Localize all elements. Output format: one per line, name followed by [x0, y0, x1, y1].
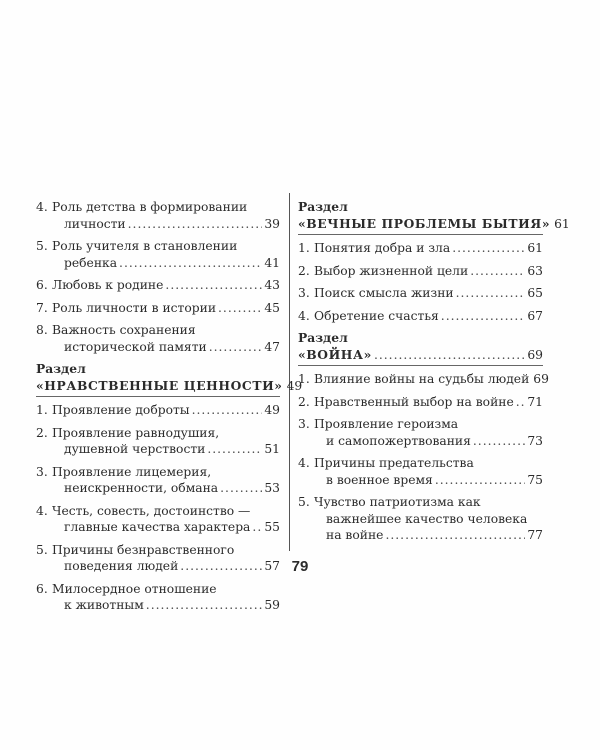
- toc-entry-last-line: [314, 527, 543, 544]
- dot-leader: [252, 519, 262, 536]
- toc-page-number: 67: [527, 308, 543, 323]
- toc-page-number: 57: [264, 559, 280, 573]
- toc-entry-last-line: [314, 433, 543, 450]
- toc-entry-last-line: [52, 300, 280, 317]
- dot-leader: [385, 527, 525, 544]
- toc-page-number: 77: [527, 528, 543, 542]
- toc-page-number: 59: [264, 598, 280, 612]
- dot-leader: [207, 441, 262, 458]
- toc-section-war: [298, 330, 543, 363]
- toc-entry-number: 6.: [36, 581, 48, 596]
- dot-leader: [516, 394, 526, 411]
- toc-page-number: 69: [533, 372, 549, 386]
- toc-entry-number: 5.: [36, 542, 48, 557]
- toc-entry-last-line: [52, 216, 280, 233]
- toc-entry-last-line: [52, 597, 280, 614]
- toc-entry-number: 4.: [298, 456, 310, 470]
- toc-entry-text: Проявление доброты: [52, 403, 190, 417]
- section-title: «ВЕЧНЫЕ ПРОБЛЕМЫ БЫТИЯ»: [298, 215, 551, 231]
- toc-entry-text: ребенка: [64, 255, 118, 270]
- dot-leader: [119, 255, 262, 272]
- toc-page-number: 47: [264, 339, 280, 354]
- dot-leader: [473, 433, 525, 450]
- toc-entry-number: 1.: [298, 241, 310, 255]
- toc-entry-text: Проявление равнодушия,: [52, 425, 220, 440]
- toc-page-number: 75: [527, 472, 543, 487]
- toc-page-number: 71: [527, 394, 543, 409]
- toc-right-column: [298, 199, 570, 550]
- toc-entry-text: Причины безнравственного: [52, 542, 235, 557]
- toc-entry: [36, 199, 280, 232]
- toc-page-number: 63: [527, 263, 543, 278]
- section-rule: [298, 365, 543, 366]
- toc-entry-number: 1.: [36, 403, 48, 417]
- toc-entry-last-line: [314, 308, 543, 325]
- toc-entry: [36, 322, 280, 355]
- dot-leader: [374, 347, 525, 364]
- toc-page-number: 39: [264, 216, 280, 231]
- toc-entry: [298, 494, 543, 544]
- toc-entry-text: Влияние войны на судьбы людей: [314, 372, 530, 386]
- toc-page-number: 61: [554, 216, 570, 231]
- toc-entry: [298, 263, 543, 280]
- toc-entries-continued: [36, 199, 280, 355]
- toc-entry: [298, 416, 543, 449]
- section-heading: Раздел: [298, 330, 348, 345]
- toc-entry-last-line: [52, 480, 280, 497]
- toc-entry-text: важнейшее качество человека: [326, 511, 528, 526]
- toc-entry-last-line: [314, 263, 543, 280]
- toc-entry-last-line: [314, 285, 543, 302]
- toc-entry-text: Роль учителя в становлении: [52, 239, 238, 253]
- toc-entry: [36, 300, 280, 317]
- toc-entry: [298, 394, 543, 411]
- toc-page-number: 53: [264, 481, 280, 495]
- toc-entry-text: к животным: [64, 598, 144, 612]
- toc-entry-number: 6.: [36, 278, 48, 292]
- toc-entry-text: Роль личности в истории: [52, 300, 217, 315]
- toc-page-number: 61: [527, 241, 543, 255]
- toc-section-moral-values: [36, 361, 303, 394]
- dot-leader: [435, 472, 526, 489]
- section-title-line: [298, 215, 570, 233]
- toc-entry-text: Чувство патриотизма как: [314, 495, 481, 509]
- section-title-line: [36, 377, 303, 395]
- toc-entry-number: 8.: [36, 323, 48, 337]
- toc-entry-text: Поиск смысла жизни: [314, 286, 454, 300]
- dot-leader: [452, 240, 525, 257]
- toc-entry-last-line: [314, 371, 549, 388]
- dot-leader: [146, 597, 263, 614]
- toc-entry-text: неискренности, обмана: [64, 481, 219, 495]
- toc-entry-text: поведения людей: [64, 559, 179, 573]
- column-divider: [289, 193, 290, 551]
- toc-entry: [298, 308, 543, 325]
- toc-section-header: [298, 199, 570, 232]
- toc-entry-text: Важность сохранения: [52, 323, 196, 337]
- toc-entry-text: Любовь к родине: [52, 278, 164, 292]
- toc-entry-last-line: [314, 394, 543, 411]
- toc-entry-last-line: [314, 472, 543, 489]
- toc-entry-text: Нравственный выбор на войне: [314, 394, 514, 409]
- toc-entry-last-line: [52, 441, 280, 458]
- dot-leader: [209, 339, 263, 356]
- section-title: «ВОЙНА»: [298, 346, 372, 362]
- toc-entry-text: на войне: [326, 528, 384, 542]
- toc-entry-number: 4.: [36, 503, 48, 518]
- toc-entry-number: 5.: [298, 495, 310, 509]
- dot-leader: [165, 277, 262, 294]
- toc-entry-text: в военное время: [326, 472, 433, 487]
- toc-page-number: 49: [264, 403, 280, 417]
- toc-entry-number: 4.: [36, 200, 48, 214]
- toc-entry-number: 5.: [36, 239, 48, 253]
- section-heading: Раздел: [298, 199, 348, 214]
- toc-entry-text: Выбор жизненной цели: [314, 263, 469, 278]
- toc-entries-moral-values: [36, 402, 280, 614]
- section-heading: Раздел: [36, 361, 86, 376]
- toc-entry-last-line: [52, 339, 280, 356]
- toc-section-header: [36, 361, 303, 394]
- toc-entry-last-line: [52, 402, 280, 419]
- toc-entry-number: 2.: [298, 394, 310, 409]
- toc-page-number: 41: [264, 255, 280, 270]
- toc-entry: [36, 238, 280, 271]
- toc-entry: [298, 240, 543, 257]
- toc-entry-number: 3.: [36, 464, 48, 479]
- toc-entry-text: Понятия добра и зла: [314, 241, 451, 255]
- toc-entry-text: Милосердное отношение: [52, 581, 217, 596]
- toc-page-number: 43: [264, 278, 280, 292]
- toc-page-number: 69: [527, 347, 543, 362]
- toc-entry-number: 3.: [298, 286, 310, 300]
- section-rule: [298, 234, 543, 235]
- section-title: «НРАВСТВЕННЫЕ ЦЕННОСТИ»: [36, 377, 283, 393]
- toc-entry-last-line: [52, 519, 280, 536]
- toc-entry-last-line: [314, 240, 543, 257]
- toc-entry-last-line: [52, 277, 280, 294]
- toc-entry-text: Причины предательства: [314, 456, 474, 470]
- toc-entry: [298, 371, 549, 388]
- toc-entry-text: личности: [64, 216, 126, 231]
- toc-section-header: [298, 330, 543, 363]
- toc-entry-number: 7.: [36, 300, 48, 315]
- page-number: 79: [291, 558, 309, 575]
- toc-entry-number: 3.: [298, 417, 310, 431]
- toc-page-number: 51: [264, 442, 280, 456]
- toc-entries-eternal-problems: [298, 240, 543, 324]
- section-rule: [36, 396, 280, 397]
- dot-leader: [218, 300, 262, 317]
- dot-leader: [441, 308, 526, 325]
- section-title-line: [298, 347, 543, 364]
- toc-entry: [36, 402, 280, 419]
- toc-entry-text: главные качества характера: [64, 520, 251, 534]
- toc-entry-text: Роль детства в формировании: [52, 200, 248, 214]
- toc-page-number: 55: [264, 520, 280, 534]
- toc-entry: [298, 285, 543, 302]
- toc-entry: [36, 581, 280, 614]
- toc-page-number: 65: [527, 286, 543, 300]
- toc-entry-last-line: [52, 255, 280, 272]
- toc-entry-text: Честь, совесть, достоинство —: [52, 503, 251, 518]
- toc-entry-text: Обретение счастья: [314, 308, 439, 323]
- toc-entry: [298, 455, 543, 488]
- toc-entry-number: 2.: [298, 263, 310, 278]
- toc-entry-text: и самопожертвования: [326, 433, 471, 448]
- toc-entry: [36, 277, 280, 294]
- toc-page-number: 73: [527, 433, 543, 448]
- toc-entry-text: Проявление героизма: [314, 417, 459, 431]
- dot-leader: [128, 216, 263, 233]
- dot-leader: [470, 263, 525, 280]
- toc-page-number: 45: [264, 300, 280, 315]
- toc-entry-text: Проявление лицемерия,: [52, 464, 212, 479]
- dot-leader: [456, 285, 526, 302]
- dot-leader: [220, 480, 262, 497]
- toc-entry-number: 1.: [298, 372, 310, 386]
- toc-entry: [36, 425, 280, 458]
- toc-entry-number: 2.: [36, 425, 48, 440]
- toc-entry: [36, 503, 280, 536]
- toc-entry: [36, 464, 280, 497]
- dot-leader: [192, 402, 263, 419]
- toc-entry-text: исторической памяти: [64, 339, 207, 354]
- toc-entries-war: [298, 371, 549, 544]
- toc-entry-text: душевной черствости: [64, 442, 206, 456]
- toc-page-number: 49: [286, 378, 303, 393]
- toc-entry-number: 4.: [298, 308, 310, 323]
- toc-section-eternal-problems: [298, 199, 570, 232]
